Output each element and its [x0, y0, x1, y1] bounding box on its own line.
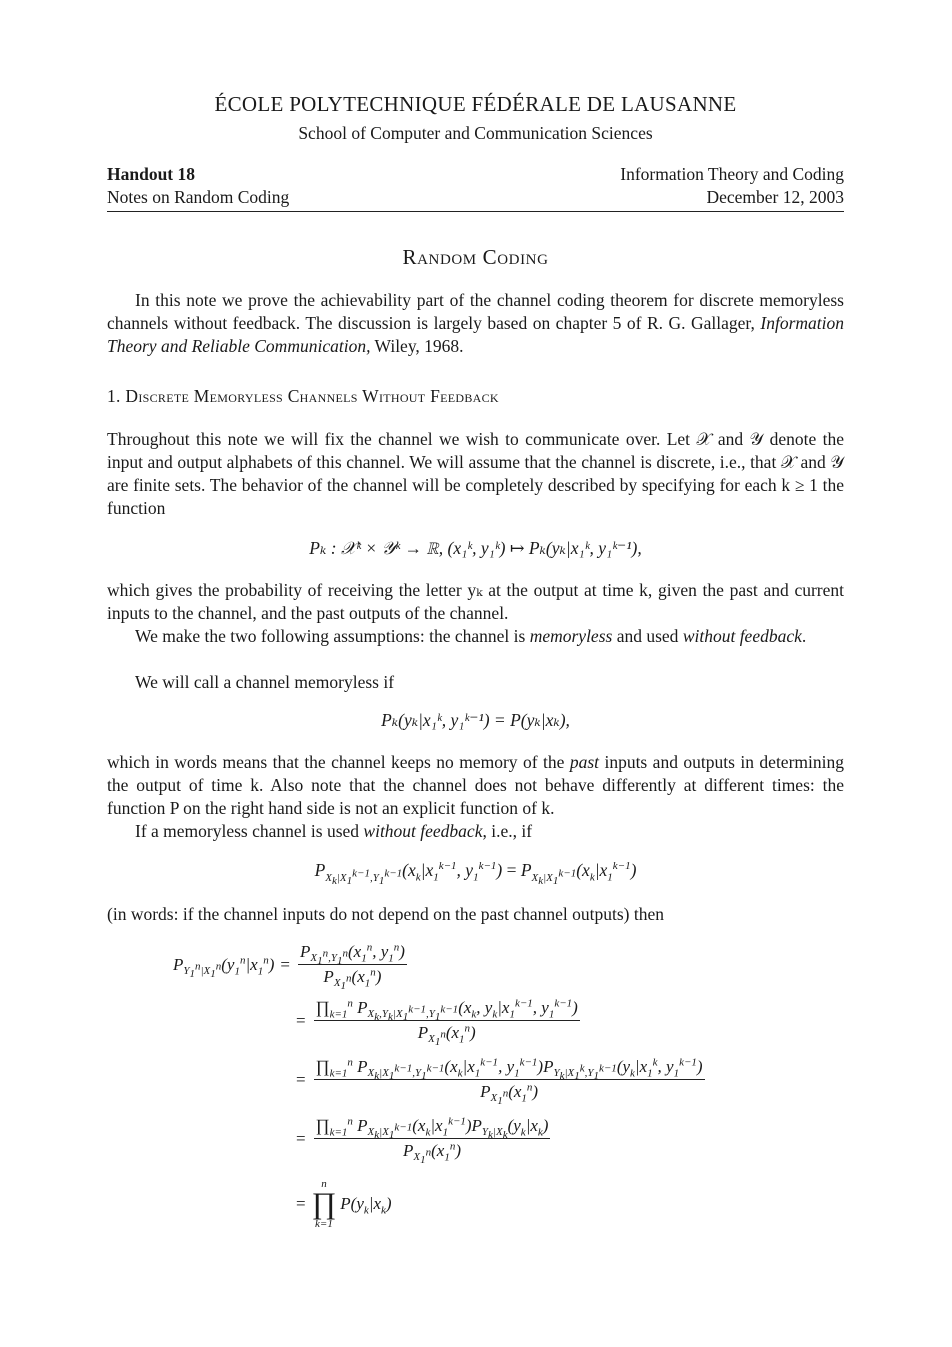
book-title: Information Theory and Reliable Communication,: [107, 313, 844, 356]
handout-date: December 12, 2003: [706, 187, 844, 207]
document-title: Random Coding: [402, 245, 549, 269]
equation-memoryless: Pₖ(yₖ|x₁ᵏ, y₁ᵏ⁻¹) = P(yₖ|xₖ),: [381, 710, 570, 730]
paragraph-in-words: (in words: if the channel inputs do not depend on the past channel outputs) then: [107, 904, 664, 924]
derivation-line-4: = $\frac{\prod_{k=1}^n P_{X_k|X_1^{k-1}}(x_k|x_1^{k-1})P_{Y_k|X_k}(y_k|x_k)}{P_{X_1^n}(x_1^n)}$: [296, 1115, 549, 1167]
equation-channel-function: Pₖ : 𝒳ᵏ × 𝒴ᵏ → ℝ, (x₁ᵏ, y₁ᵏ) ↦ Pₖ(yₖ|x₁ᵏ, y₁ᵏ⁻¹),: [309, 538, 642, 558]
section-heading: 1. Discrete Memoryless Channels Without Feedback: [107, 386, 499, 406]
header-rule: [107, 211, 844, 212]
derivation-line-3: = $\prod_{k=1}^n$ $P_{X_k|X_1^{k-1},Y_1^{k-1}}(x_k|x_1^{k-1}$, $y_1^{k-1})P_{Y_k|X_1^k,Y_1^{k-1}}(y_k|x_1^k$, $y_1^{k-1}$) $P_{X_1^n}(x_1^n)$: [296, 1056, 703, 1108]
handout-number: Handout 18: [107, 164, 196, 184]
paragraph-probability: which gives the probability of receiving the letter yₖ at the output at time k, given the past and current inputs to the channel, and the past outputs of the channel.: [107, 580, 844, 623]
paragraph-alphabets: Throughout this note we will fix the channel we wish to communicate over. Let 𝒳 and 𝒴 denote the input and output alphabets of this channel. We will assume that the channel is discrete, i.e., that 𝒳 and 𝒴 are finite sets. The behavior of the channel will be completely described by specifying for each k ≥ 1 the function: [107, 429, 844, 518]
intro-paragraph: In this note we prove the achievability part of the channel coding theorem for discrete memoryless channels without feedback. The discussion is largely based on chapter 5 of R. G. Gallager, Information Theory and Reliable Communication, Wiley, 1968.: [107, 290, 844, 356]
derivation-line-1: $P_{Y_1^n|X_1^n}(y_1^n|x_1^n)$ = $\frac{P_{X_1^n,Y_1^n}(x_1^n, y_1^n)}{P_{X_1^n}(x_1^n)}$: [173, 941, 405, 993]
course-name: Information Theory and Coding: [620, 164, 844, 184]
handout-subtitle: Notes on Random Coding: [107, 187, 290, 207]
derivation-line-2: = $\frac{\prod_{k=1}^n P_{X_k,Y_k|X_1^{k-1},Y_1^{k-1}}(x_k, y_k|x_1^{k-1}, y_1^{k-1})}{P_{X_1^n}(x_1^n)}$: [296, 997, 578, 1049]
school-name: ÉCOLE POLYTECHNIQUE FÉDÉRALE DE LAUSANNE: [214, 92, 737, 116]
equation-no-feedback: $P_{X_k|X_1^{k-1},Y_1^{k-1}}(x_k|x_1^{k-1}$, $y_1^{k-1}) = P_{X_k|X_1^{k-1}}(x_k|x_1^{k-1})$: [314, 860, 637, 887]
paragraph-memoryless-def: We will call a channel memoryless if: [135, 672, 395, 692]
paragraph-without-feedback: If a memoryless channel is used without feedback, i.e., if: [135, 821, 533, 841]
paragraph-no-memory: which in words means that the channel keeps no memory of the past inputs and outputs in determining the output of time k. Also note that the channel does not behave differently at different times: the function P on the right hand side is not an explicit function of k.: [107, 752, 844, 818]
paragraph-assumptions: We make the two following assumptions: the channel is memoryless and used without feedback.: [135, 626, 807, 646]
department-name: School of Computer and Communication Sciences: [298, 123, 653, 143]
derivation-line-5: = n ∏ k=1 $P(y_k|x_k)$: [296, 1178, 392, 1230]
